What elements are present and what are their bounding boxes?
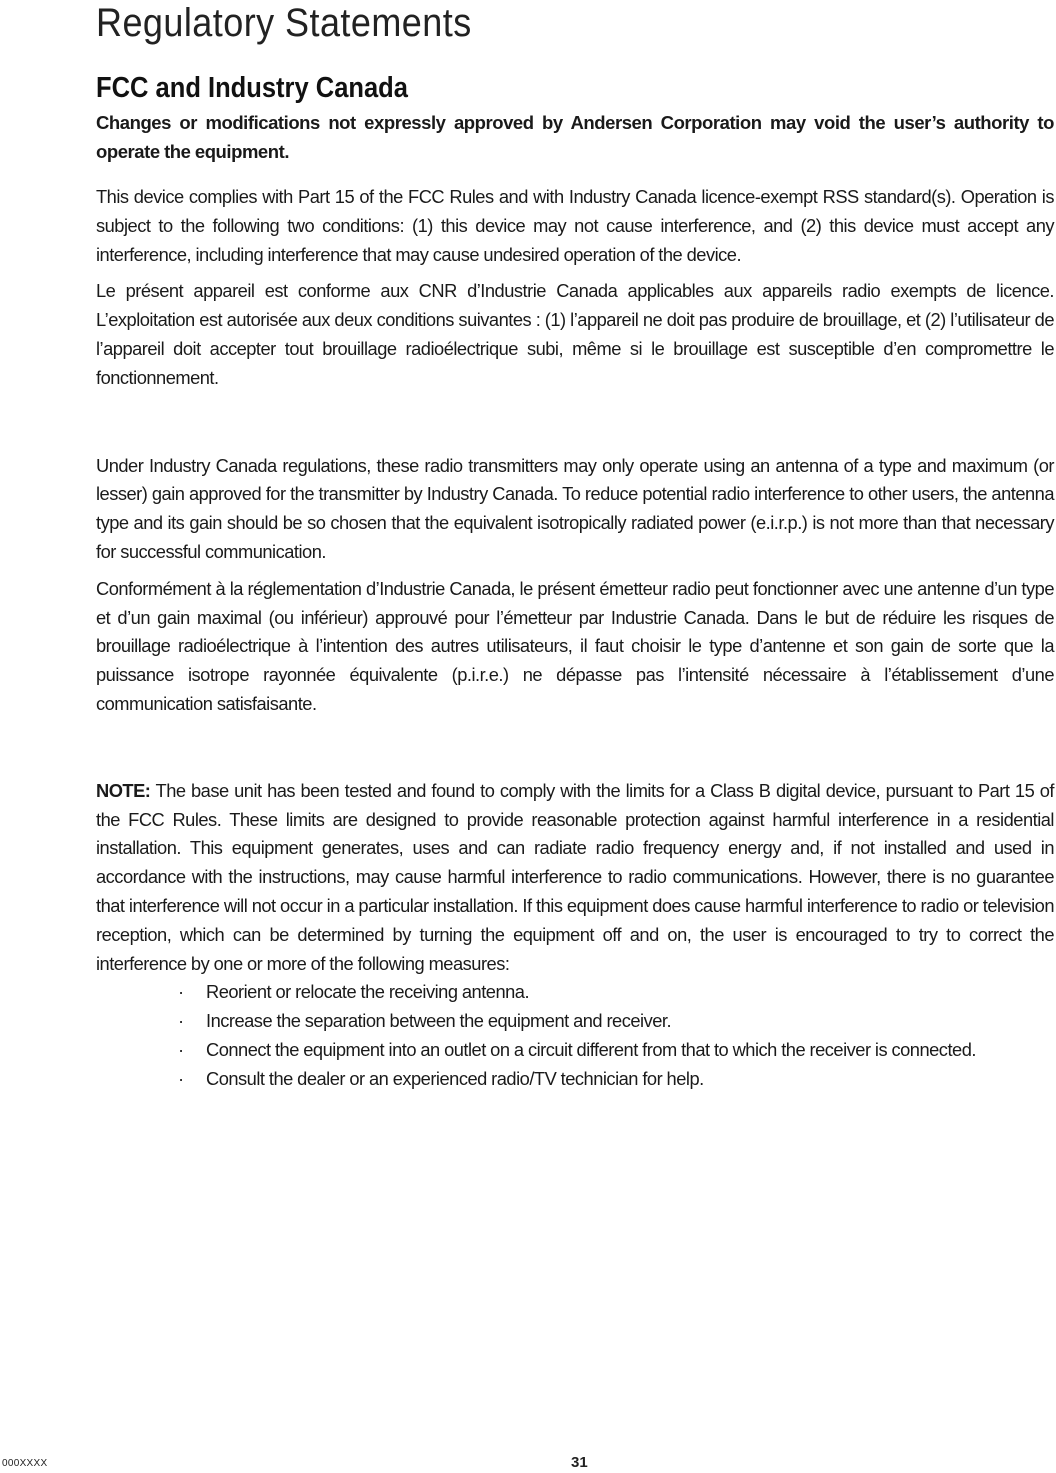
french-compliance-paragraph: Le présent appareil est conforme aux CNR d’Industrie Canada applicables aux appareils radio exempts de licence. L’exploitation est autorisée aux deux conditions suivantes : (1) l’appareil ne doit pas produire de brouillage, et (2) l’utilisateur de l’appareil doit accepter tout brouillage radioélectrique subi, même si le brouillage est susceptible d’en compromettre le fonctionnement. xyxy=(96,280,1054,388)
list-item xyxy=(178,1007,1054,1036)
note-label: NOTE: xyxy=(96,779,151,801)
measures-list xyxy=(96,978,1054,1093)
page-title: Regulatory Statements xyxy=(96,1,472,45)
list-item-text: Consult the dealer or an experienced radio/TV technician for help. xyxy=(206,1067,704,1089)
bullet-icon: · xyxy=(178,1038,184,1060)
antenna-regulation-paragraph: Under Industry Canada regulations, these radio transmitters may only operate using an antenna of a type and maximum (or lesser) gain approved for the transmitter by Industry Canada. To reduce potential radio interference to other users, the antenna type and its gain should be so chosen that the equivalent isotropically radiated power (e.i.r.p.) is not more than that necessary for successful communication. xyxy=(96,454,1054,562)
list-item-text: Increase the separation between the equipment and receiver. xyxy=(206,1010,672,1032)
note-paragraph xyxy=(96,777,1054,979)
document-page xyxy=(96,0,1054,1094)
warning-statement: Changes or modifications not expressly approved by Andersen Corporation may void the user’s authority to operate the equipment. xyxy=(96,112,1054,162)
list-item xyxy=(178,978,1054,1007)
bullet-icon: · xyxy=(178,981,184,1003)
list-item xyxy=(178,1065,1054,1094)
bullet-icon: · xyxy=(178,1010,184,1032)
fcc-compliance-paragraph: This device complies with Part 15 of the FCC Rules and with Industry Canada licence-exempt RSS standard(s). Operation is subject to the following two conditions: (1) this device may not cause interference, and (2) this device must accept any interference, including interference that may cause undesired operation of the device. xyxy=(96,186,1054,265)
list-item-text: Connect the equipment into an outlet on a circuit different from that to which the receiver is connected. xyxy=(206,1038,976,1060)
bullet-icon: · xyxy=(178,1067,184,1089)
list-item xyxy=(178,1036,1054,1065)
page-number: 31 xyxy=(571,1454,588,1471)
note-text: The base unit has been tested and found to comply with the limits for a Class B digital device, pursuant to Part 15 of the FCC Rules. These limits are designed to provide reasonable protection against harmful interference in a residential installation. This equipment generates, uses and can radiate radio frequency energy and, if not installed and used in accordance with the instructions, may cause harmful interference to radio communications. However, there is no guarantee that interference will not occur in a particular installation. If this equipment does cause harmful interference to radio or television reception, which can be determined by turning the equipment off and on, the user is encouraged to try to correct the interference by one or more of the following measures: xyxy=(96,779,1054,974)
footer-document-code: 000XXXX xyxy=(2,1458,48,1469)
french-antenna-paragraph: Conformément à la réglementation d’Industrie Canada, le présent émetteur radio peut fonctionner avec une antenne d’un type et d’un gain maximal (ou inférieur) approuvé pour l’émetteur par Industrie Canada. Dans le but de réduire les risques de brouillage radioélectrique à l’intention des autres utilisateurs, il faut choisir le type d’antenne et son gain de sorte que la puissance isotrope rayonnée équivalente (p.i.r.e.) ne dépasse pas l’intensité nécessaire à l’établissement d’une communication satisfaisante. xyxy=(96,577,1054,714)
list-item-text: Reorient or relocate the receiving antenna. xyxy=(206,981,530,1003)
section-heading: FCC and Industry Canada xyxy=(96,72,408,104)
